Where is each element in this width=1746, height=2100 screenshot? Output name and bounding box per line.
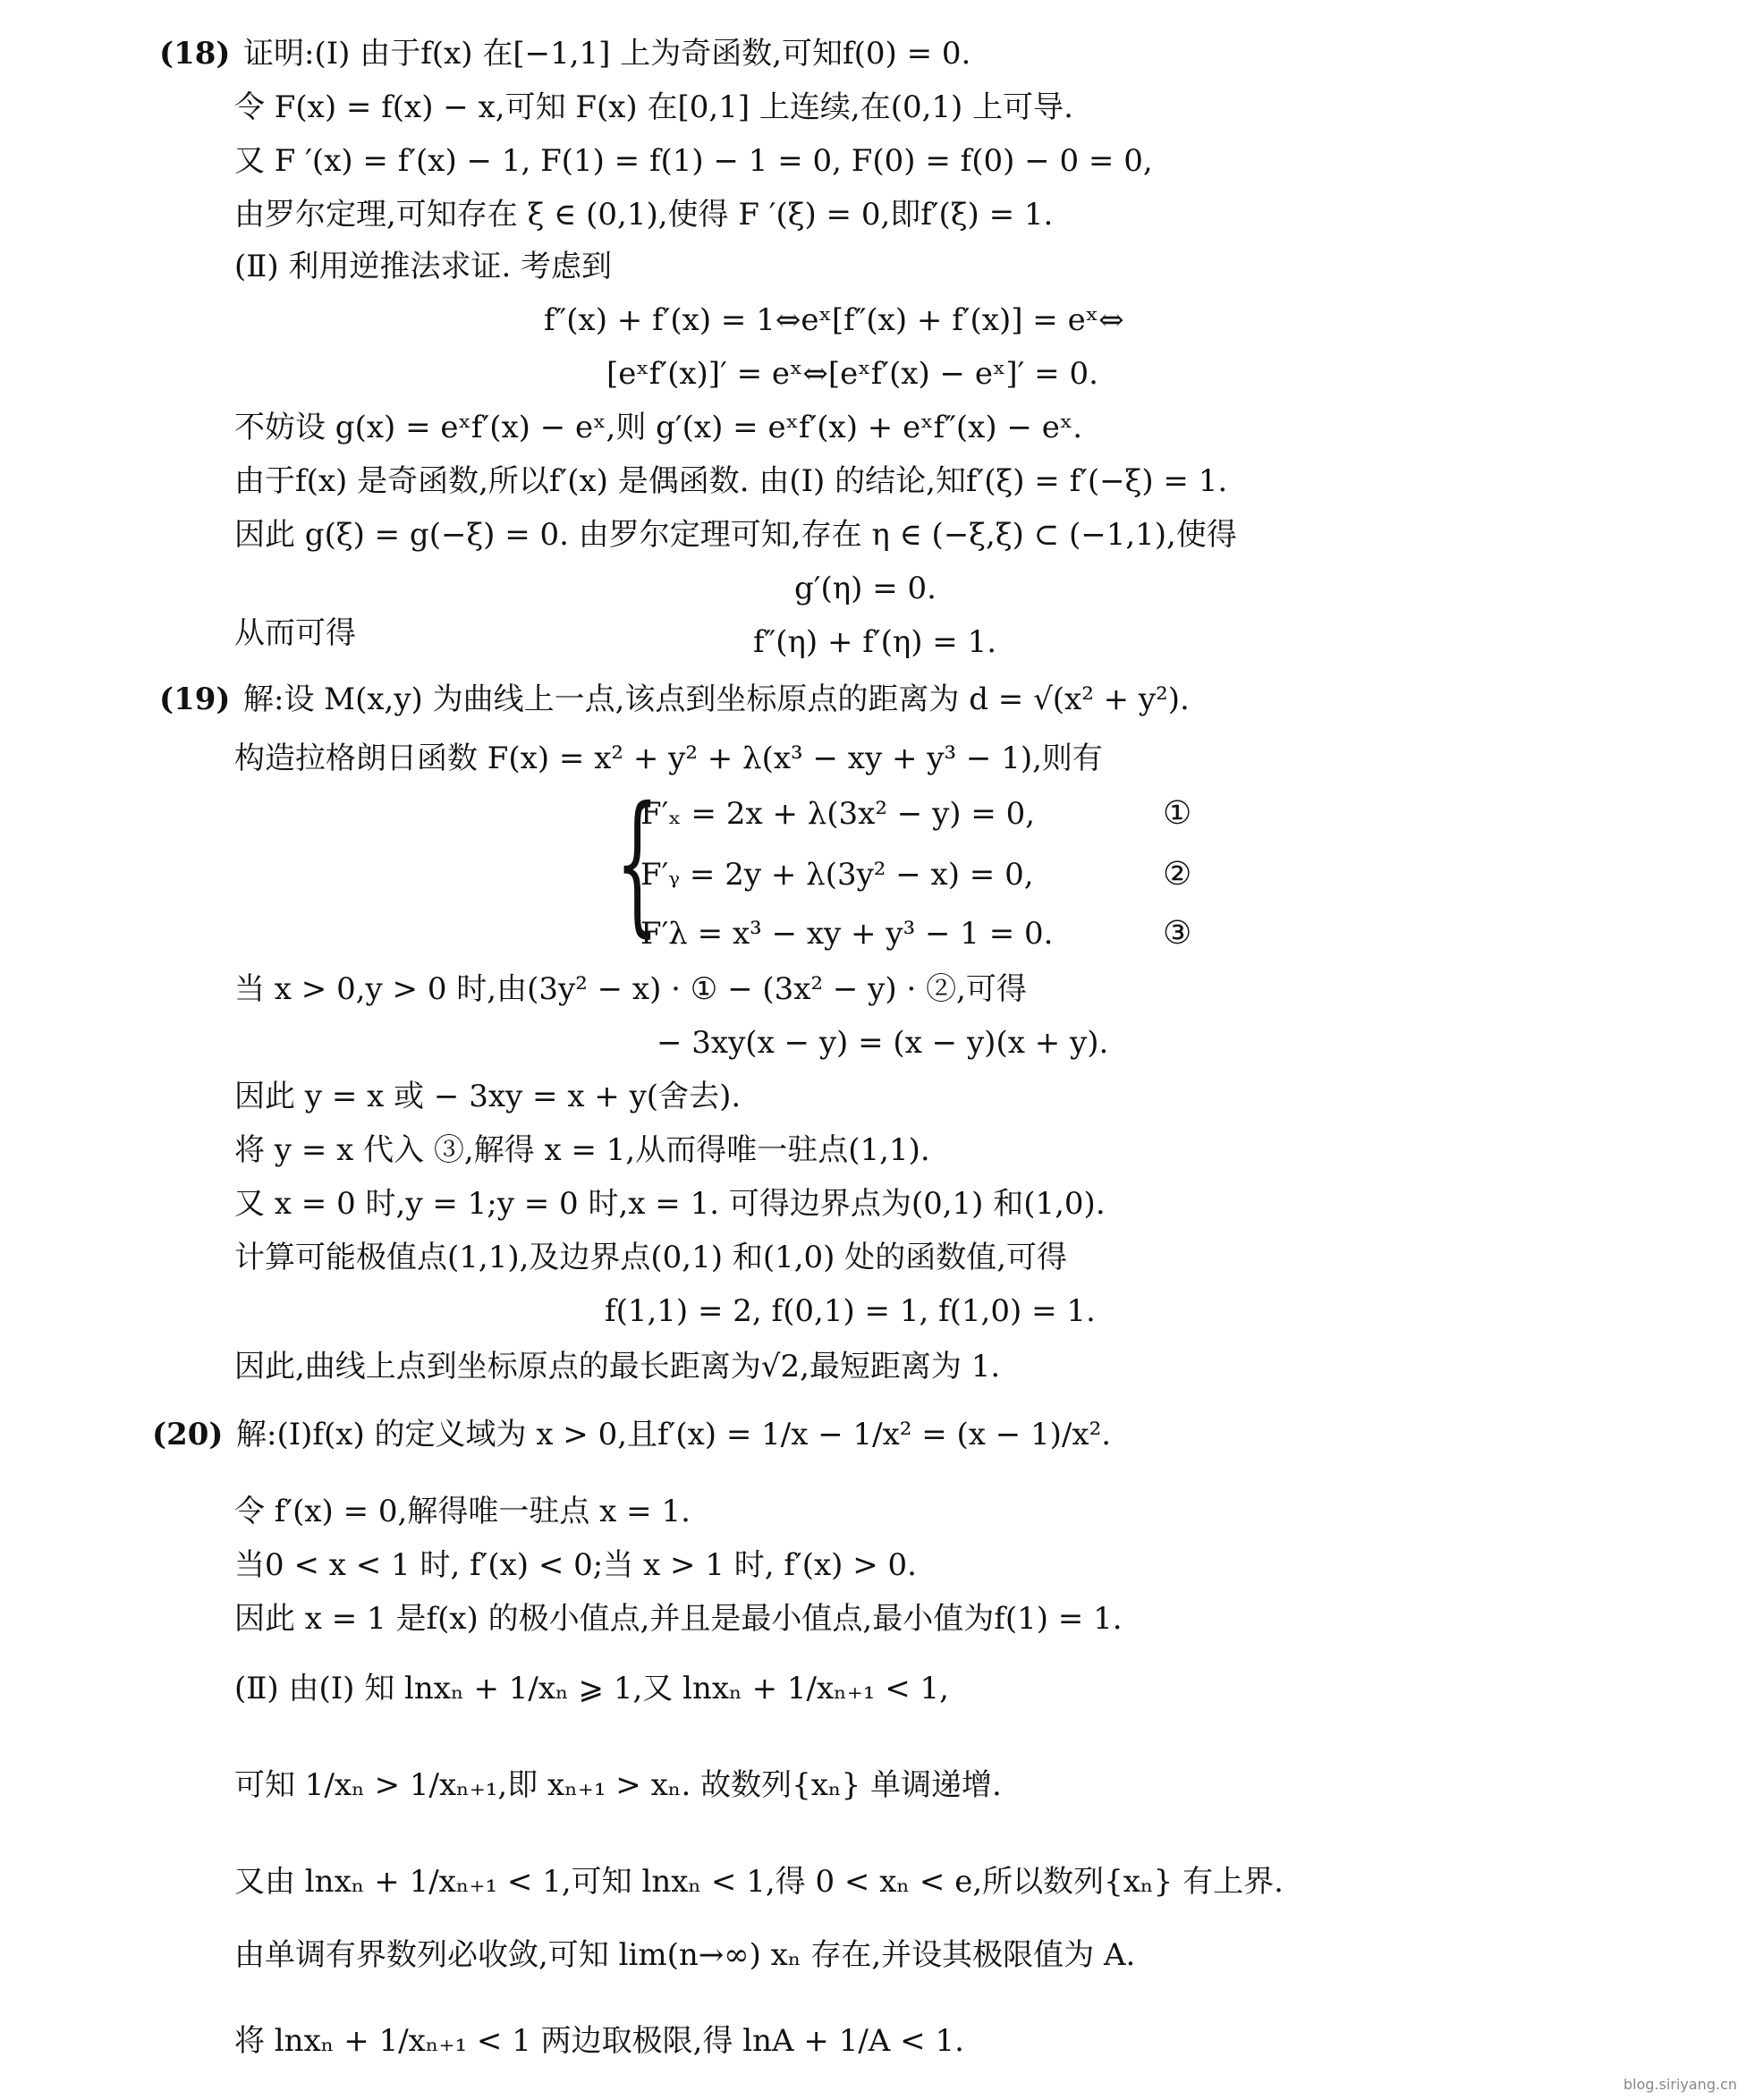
problem-19-line-1: 解:设 M(x,y) 为曲线上一点,该点到坐标原点的距离为 d = √(x² + y²). <box>243 682 1190 717</box>
problem-19-line-8: 因此,曲线上点到坐标原点的最长距离为√2,最短距离为 1. <box>234 1349 1001 1384</box>
problem-18-line-3: 又 F ′(x) = f′(x) − 1, F(1) = f(1) − 1 = 0, F(0) = f(0) − 0 = 0, <box>234 143 1153 179</box>
problem-20-line-6: 可知 1/xₙ > 1/xₙ₊₁,即 xₙ₊₁ > xₙ. 故数列{xₙ} 单调递增. <box>234 1767 1002 1803</box>
equation-marker-2: ② <box>1163 856 1192 893</box>
problem-20-line-9: 将 lnxₙ + 1/xₙ₊₁ < 1 两边取极限,得 lnA + 1/A < 1. <box>234 2023 964 2059</box>
problem-18-line-2: 令 F(x) = f(x) − x,可知 F(x) 在[0,1] 上连续,在(0,1) 上可导. <box>234 89 1073 125</box>
system-equation-1: F′ₓ = 2x + λ(3x² − y) = 0, <box>640 796 1036 832</box>
problem-20-line-8: 由单调有界数列必收敛,可知 lim(n→∞) xₙ 存在,并设其极限值为 A. <box>234 1937 1136 1973</box>
system-brace: { <box>615 775 659 952</box>
problem-18-equation-3: g′(η) = 0. <box>794 571 937 606</box>
problem-20-line-3: 当0 < x < 1 时, f′(x) < 0;当 x > 1 时, f′(x) > 0. <box>234 1547 917 1583</box>
problem-18-line-9: 从而可得 <box>234 615 356 651</box>
problem-20-line-1: 解:(Ⅰ)f(x) 的定义域为 x > 0,且f′(x) = 1/x − 1/x² = (x − 1)/x². <box>236 1417 1112 1452</box>
problem-20-line-5: (Ⅱ) 由(Ⅰ) 知 lnxₙ + 1/xₙ ⩾ 1,又 lnxₙ + 1/xₙ₊₁ < 1, <box>234 1671 949 1706</box>
watermark: blog.siriyang.cn <box>1623 2076 1737 2093</box>
problem-20-line-7: 又由 lnxₙ + 1/xₙ₊₁ < 1,可知 lnxₙ < 1,得 0 < xₙ < e,所以数列{xₙ} 有上界. <box>234 1864 1284 1900</box>
problem-18-line-1: 证明:(Ⅰ) 由于f(x) 在[−1,1] 上为奇函数,可知f(0) = 0. <box>243 36 971 72</box>
problem-18-equation-2: [eˣf′(x)]′ = eˣ⇔[eˣf′(x) − eˣ]′ = 0. <box>606 356 1098 392</box>
problem-19-line-5: 将 y = x 代入 ③,解得 x = 1,从而得唯一驻点(1,1). <box>234 1132 930 1168</box>
problem-20-line-2: 令 f′(x) = 0,解得唯一驻点 x = 1. <box>234 1494 691 1529</box>
problem-18-label: (18) <box>159 36 231 72</box>
problem-18-line-6: 不妨设 g(x) = eˣf′(x) − eˣ,则 g′(x) = eˣf′(x) + eˣf″(x) − eˣ. <box>234 410 1083 445</box>
equation-marker-3: ③ <box>1163 915 1192 952</box>
problem-19-label: (19) <box>159 682 231 717</box>
problem-20-label: (20) <box>152 1417 224 1452</box>
problem-18-line-7: 由于f(x) 是奇函数,所以f′(x) 是偶函数. 由(Ⅰ) 的结论,知f′(ξ) = f′(−ξ) = 1. <box>234 463 1228 499</box>
problem-19-line-4: 因此 y = x 或 − 3xy = x + y(舍去). <box>234 1079 742 1114</box>
problem-18-equation-1: f″(x) + f′(x) = 1⇔eˣ[f″(x) + f′(x)] = eˣ⇔ <box>544 302 1124 338</box>
problem-18-line-4: 由罗尔定理,可知存在 ξ ∈ (0,1),使得 F ′(ξ) = 0,即f′(ξ) = 1. <box>234 197 1054 233</box>
problem-19-line-7: 计算可能极值点(1,1),及边界点(0,1) 和(1,0) 处的函数值,可得 <box>234 1240 1068 1275</box>
system-equation-2: F′ᵧ = 2y + λ(3y² − x) = 0, <box>640 857 1034 893</box>
system-equation-3: F′λ = x³ − xy + y³ − 1 = 0. <box>640 916 1054 952</box>
problem-20-line-4: 因此 x = 1 是f(x) 的极小值点,并且是最小值点,最小值为f(1) = 1. <box>234 1601 1123 1637</box>
problem-19-line-2: 构造拉格朗日函数 F(x) = x² + y² + λ(x³ − xy + y³ − 1),则有 <box>234 741 1103 776</box>
problem-19-line-3: 当 x > 0,y > 0 时,由(3y² − x) · ① − (3x² − y) · ②,可得 <box>234 971 1027 1007</box>
problem-18-line-8: 因此 g(ξ) = g(−ξ) = 0. 由罗尔定理可知,存在 η ∈ (−ξ,ξ) ⊂ (−1,1),使得 <box>234 517 1237 553</box>
problem-19-equation-2: f(1,1) = 2, f(0,1) = 1, f(1,0) = 1. <box>605 1293 1096 1329</box>
problem-18-equation-4: f″(η) + f′(η) = 1. <box>753 624 997 660</box>
problem-19-line-6: 又 x = 0 时,y = 1;y = 0 时,x = 1. 可得边界点为(0,1) 和(1,0). <box>234 1186 1106 1222</box>
equation-marker-1: ① <box>1163 795 1192 832</box>
problem-19-equation-1: − 3xy(x − y) = (x − y)(x + y). <box>657 1025 1109 1061</box>
problem-18-line-5: (Ⅱ) 利用逆推法求证. 考虑到 <box>234 249 613 284</box>
